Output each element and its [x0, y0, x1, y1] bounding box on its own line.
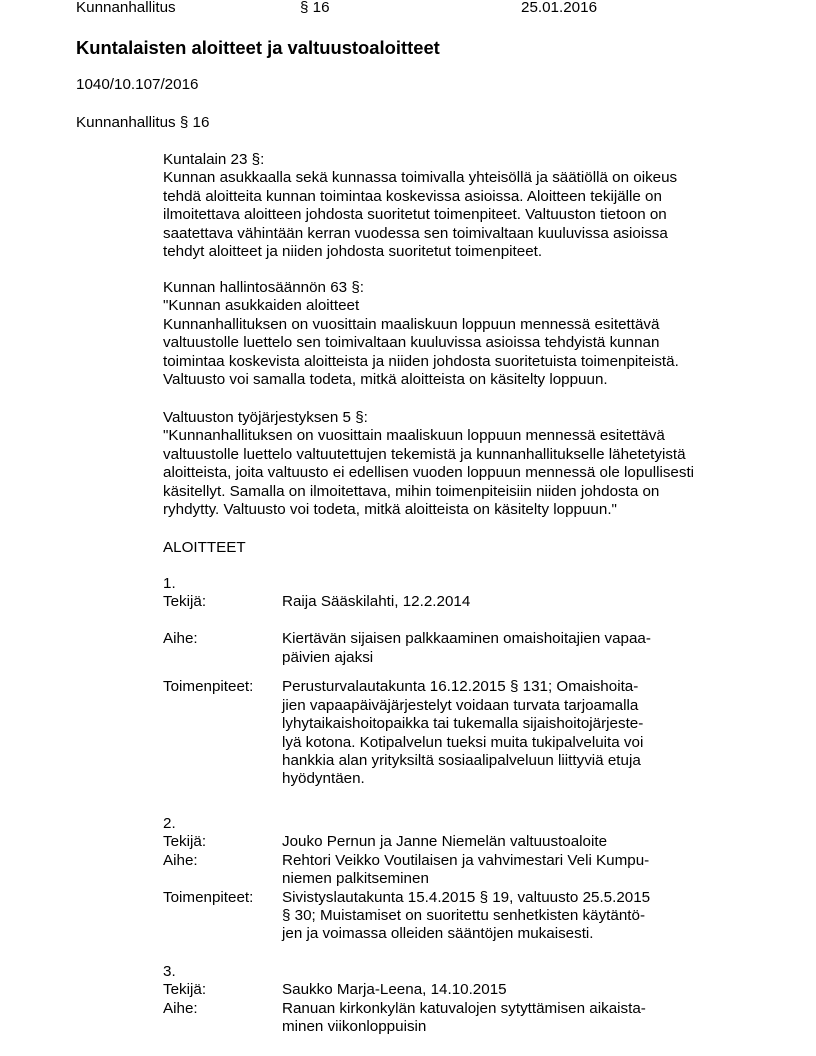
item-number: 1. — [163, 575, 176, 592]
item-aihe-row — [163, 999, 646, 1037]
law-line: Valtuusto voi samalla todeta, mitkä aloitteista on käsitelty loppuun. — [163, 371, 608, 389]
law-line: Kunnan hallintosäännön 63 §: — [163, 279, 364, 296]
toimenpiteet-line: Sivistyslautakunta 15.4.2015 § 19, valtuusto 25.5.2015 — [282, 888, 651, 906]
item-aihe-row — [163, 851, 650, 889]
diary-number: 1040/10.107/2016 — [76, 76, 199, 93]
law-line: aloitteista, joita valtuusto ei edellisen vuoden loppuun mennessä ole lopullisesti — [163, 464, 695, 482]
toimenpiteet-line: lyhytaikaishoitopaikka tai tukemalla sijaishoitojärjeste- — [282, 715, 644, 733]
law-line: Kunnanhallituksen on vuosittain maaliskuun loppuun mennessä esitettävä — [163, 315, 660, 333]
aihe-value — [282, 1000, 646, 1037]
item-tekija-row — [163, 981, 507, 999]
item-number: 3. — [163, 963, 176, 980]
law-line: ryhdytty. Valtuusto voi todeta, mitkä aloitteista on käsitelty loppuun." — [163, 501, 617, 519]
law-section-kuntalaki — [163, 151, 677, 261]
tekija-value: Raija Sääskilahti, 12.2.2014 — [282, 593, 471, 611]
item-toimenpiteet-row — [163, 888, 651, 945]
law-line: "Kunnanhallituksen on vuosittain maaliskuun loppuun mennessä esitettävä — [163, 427, 665, 445]
aihe-line: Kiertävän sijaisen palkkaaminen omaishoitajien vapaa- — [282, 630, 651, 648]
law-line: tehdä aloitteita kunnan toimintaa koskevissa asioissa. Aloitteen tekijälle on — [163, 187, 662, 205]
toimenpiteet-value — [282, 889, 650, 944]
law-line: ilmoitettava aloitteen johdosta suoritetut toimenpiteet. Valtuuston tietoon on — [163, 206, 667, 224]
toimenpiteet-line: jien vapaapäiväjärjestelyt voidaan turvata tarjoamalla — [282, 696, 639, 714]
law-section-hallintosaanto — [163, 279, 679, 389]
header-organ: Kunnanhallitus — [76, 0, 176, 16]
toimenpiteet-line: § 30; Muistamiset on suoritettu senhetkisten käytäntö- — [282, 907, 646, 924]
initiative-item-1 — [163, 575, 651, 798]
law-section-tyojarjestys — [163, 409, 694, 519]
law-line: "Kunnan asukkaiden aloitteet — [163, 297, 360, 315]
item-aihe-row — [163, 630, 651, 678]
law-line: Kuntalain 23 §: — [163, 151, 265, 168]
aihe-label: Aihe: — [163, 630, 198, 648]
tekija-value: Jouko Pernun ja Janne Niemelän valtuustoaloite — [282, 833, 608, 851]
aihe-value — [282, 852, 649, 889]
item-number: 2. — [163, 815, 176, 832]
tekija-label: Tekijä: — [163, 981, 207, 999]
aihe-line: Rehtori Veikko Voutilaisen ja vahvimestari Veli Kumpu- — [282, 851, 650, 869]
aihe-line: päivien ajaksi — [282, 648, 374, 666]
law-line: käsitellyt. Samalla on ilmoitettava, mihin toimenpiteisiin niiden johdosta on — [163, 482, 660, 500]
item-tekija-row — [163, 593, 471, 630]
tekija-label: Tekijä: — [163, 593, 207, 611]
toimenpiteet-line: lyä kotona. Kotipalvelun tueksi muita tukipalveluita voi — [282, 733, 644, 751]
toimenpiteet-line: hankkia alan yrityksiltä sosiaalipalveluun liittyviä etuja — [282, 752, 641, 770]
item-tekija-row — [163, 833, 608, 851]
toimenpiteet-line: jen ja voimassa olleiden sääntöjen mukaisesti. — [282, 925, 594, 943]
header-date: 25.01.2016 — [521, 0, 598, 16]
aihe-line: niemen palkitseminen — [282, 870, 429, 888]
aihe-label: Aihe: — [163, 999, 198, 1017]
tekija-value: Saukko Marja-Leena, 14.10.2015 — [282, 981, 507, 999]
toimenpiteet-value — [282, 678, 643, 788]
aihe-line: minen viikonloppuisin — [282, 1018, 427, 1036]
header-paragraph: § 16 — [300, 0, 330, 16]
initiative-item-3 — [163, 963, 646, 1037]
initiative-item-2 — [163, 815, 651, 945]
law-line: valtuustolle luettelo valtuutettujen tekemistä ja kunnanhallitukselle lähetetyistä — [163, 445, 686, 463]
aihe-value — [282, 630, 651, 667]
toimenpiteet-line: hyödyntäen. — [282, 770, 365, 788]
toimenpiteet-line: Perusturvalautakunta 16.12.2015 § 131; Omaishoita- — [282, 678, 639, 696]
toimenpiteet-label: Toimenpiteet: — [163, 888, 254, 906]
aihe-label: Aihe: — [163, 851, 198, 869]
board-paragraph: Kunnanhallitus § 16 — [76, 114, 210, 131]
aihe-line: Ranuan kirkonkylän katuvalojen sytyttämisen aikaista- — [282, 999, 646, 1017]
tekija-label: Tekijä: — [163, 833, 207, 851]
law-line: valtuustolle luettelo sen toimivaltaan kuuluvissa asioissa tehdyistä kunnan — [163, 334, 660, 352]
document-title: Kuntalaisten aloitteet ja valtuustoaloitteet — [76, 37, 440, 58]
toimenpiteet-label: Toimenpiteet: — [163, 678, 254, 696]
law-line: toimintaa koskevista aloitteista ja niiden johdosta suoritetuista toimenpiteistä. — [163, 352, 679, 370]
law-line: Kunnan asukkaalla sekä kunnassa toimivalla yhteisöllä ja säätiöllä on oikeus — [163, 169, 678, 187]
aloitteet-heading: ALOITTEET — [163, 539, 246, 556]
law-line: saatettava vähintään kerran vuodessa sen toimivaltaan kuuluvissa asioissa — [163, 224, 668, 242]
law-line: Valtuuston työjärjestyksen 5 §: — [163, 409, 368, 426]
item-toimenpiteet-row — [163, 678, 644, 798]
law-line: tehdyt aloitteet ja niiden johdosta suoritetut toimenpiteet. — [163, 243, 543, 261]
